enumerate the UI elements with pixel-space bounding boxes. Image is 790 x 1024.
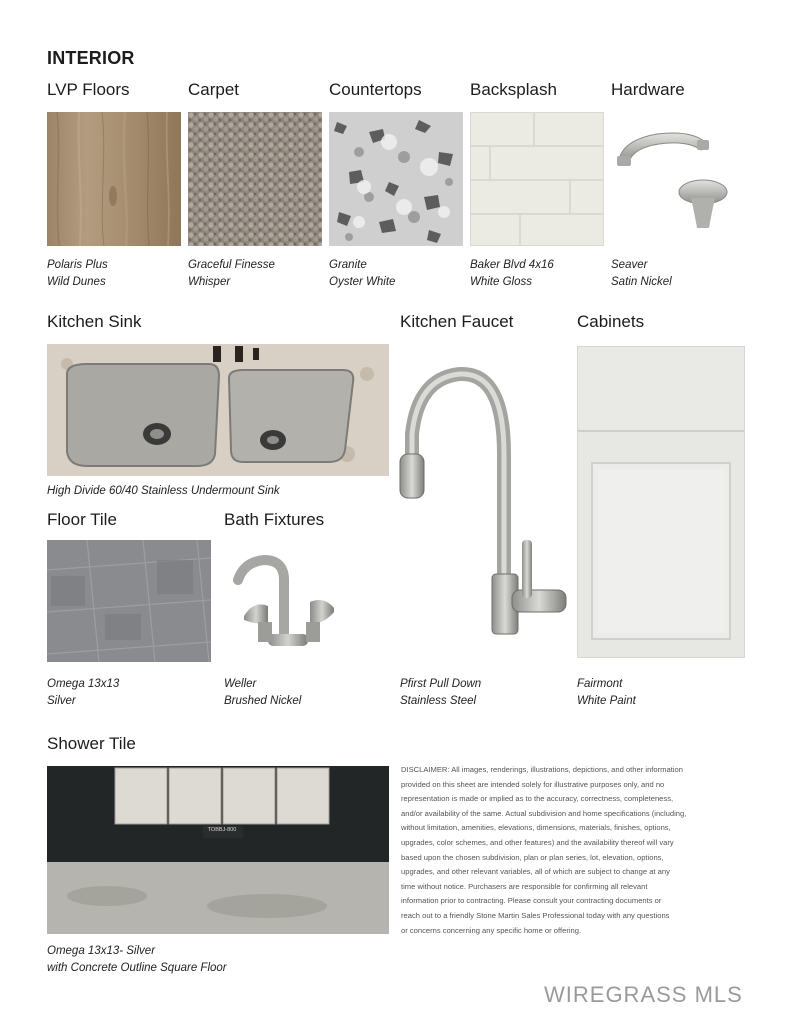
- cabinets-caption: [577, 676, 636, 710]
- kitchen-sink-heading: Kitchen Sink: [47, 312, 142, 331]
- lvp-floors-heading: LVP Floors: [47, 80, 130, 99]
- backsplash-heading: Backsplash: [470, 80, 557, 99]
- cabinets-finish: White Paint: [577, 695, 636, 707]
- bath-fixtures-finish: Brushed Nickel: [224, 695, 302, 707]
- backsplash-swatch: [470, 112, 604, 246]
- disclaimer-line: upgrades, and other relevant variables, all of which are subject to change at any: [401, 867, 670, 877]
- kitchen-faucet-image: [396, 344, 568, 660]
- kitchen-faucet-product: Pfirst Pull Down: [400, 678, 482, 690]
- backsplash-product: Baker Blvd 4x16: [470, 259, 554, 271]
- hardware-caption: [611, 257, 672, 291]
- lvp-floors-product: Polaris Plus: [47, 259, 108, 271]
- lvp-floors-caption: [47, 257, 108, 291]
- shower-tile-image: [47, 766, 389, 934]
- bath-fixtures-product: Weller: [224, 678, 257, 690]
- cabinets-heading: Cabinets: [577, 312, 645, 331]
- disclaimer-line: representation is made or implied as to the accuracy, correctness, completeness,: [401, 794, 674, 804]
- shower-tile-caption: [47, 943, 227, 977]
- carpet-caption: [188, 257, 275, 291]
- disclaimer-line: based upon the chosen subdivision, plan or plan series, lot, elevation, options,: [401, 852, 664, 862]
- countertops-product: Granite: [329, 259, 367, 271]
- disclaimer-line: DISCLAIMER: All images, renderings, illustrations, depictions, and other information: [401, 765, 683, 774]
- disclaimer-line: or concerns concerning any specific home or offering.: [401, 925, 582, 935]
- disclaimer-text: [401, 763, 751, 938]
- disclaimer-line: time without notice. Purchasers are responsible for confirming all relevant: [401, 881, 648, 891]
- granite-swatch: [329, 112, 463, 246]
- kitchen-faucet-heading: Kitchen Faucet: [400, 312, 514, 331]
- kitchen-faucet-caption: [400, 676, 481, 710]
- carpet-color: Whisper: [188, 276, 231, 288]
- disclaimer-line: provided on this sheet are intended solely for illustrative purposes only, and no: [401, 779, 665, 789]
- shower-tile-product: Omega 13x13- Silver: [47, 945, 156, 957]
- lvp-floor-swatch: [47, 112, 181, 246]
- carpet-swatch: [188, 112, 322, 246]
- watermark: WIREGRASS MLS: [544, 982, 743, 1007]
- kitchen-sink-caption: High Divide 60/40 Stainless Undermount Sink: [47, 485, 280, 497]
- disclaimer-line: information prior to contracting. Please consult your contracting documents or: [401, 896, 662, 906]
- bath-faucet-image: [224, 540, 354, 662]
- bath-fixtures-heading: Bath Fixtures: [224, 510, 325, 529]
- disclaimer-line: upgrades, color schemes, and other features) and the availability thereof will vary: [401, 837, 674, 847]
- page-title: INTERIOR: [47, 48, 135, 68]
- cabinets-product: Fairmont: [577, 678, 623, 690]
- kitchen-faucet-finish: Stainless Steel: [400, 695, 477, 707]
- bath-fixtures-caption: [224, 676, 301, 710]
- floor-tile-color: Silver: [47, 695, 76, 707]
- disclaimer-line: and/or availability of the same. Actual subdivision and home specifications (including,: [401, 808, 687, 818]
- cabinet-door-image: [577, 346, 745, 658]
- countertops-caption: [329, 257, 395, 291]
- hardware-image: [611, 112, 745, 246]
- shower-tile-product-tag: TOBBJ-800: [207, 827, 237, 833]
- disclaimer-line: reach out to a friendly Stone Martin Sales Professional today with any questions: [401, 910, 670, 920]
- disclaimer-line: without limitation, amenities, elevations, dimensions, materials, finishes, options,: [401, 823, 671, 833]
- countertops-color: Oyster White: [329, 276, 396, 288]
- floor-tile-heading: Floor Tile: [47, 510, 117, 529]
- backsplash-color: White Gloss: [470, 276, 532, 288]
- carpet-heading: Carpet: [188, 80, 240, 99]
- shower-tile-heading: Shower Tile: [47, 734, 136, 753]
- floor-tile-product: Omega 13x13: [47, 678, 120, 690]
- countertops-heading: Countertops: [329, 80, 422, 99]
- floor-tile-swatch: [47, 540, 211, 662]
- lvp-floors-color: Wild Dunes: [47, 276, 106, 288]
- backsplash-caption: [470, 257, 554, 291]
- shower-tile-floor: with Concrete Outline Square Floor: [47, 962, 227, 974]
- carpet-product: Graceful Finesse: [188, 259, 275, 271]
- hardware-product: Seaver: [611, 259, 648, 271]
- kitchen-sink-image: [47, 344, 389, 476]
- hardware-heading: Hardware: [611, 80, 685, 99]
- floor-tile-caption: [47, 676, 119, 710]
- hardware-color: Satin Nickel: [611, 276, 672, 288]
